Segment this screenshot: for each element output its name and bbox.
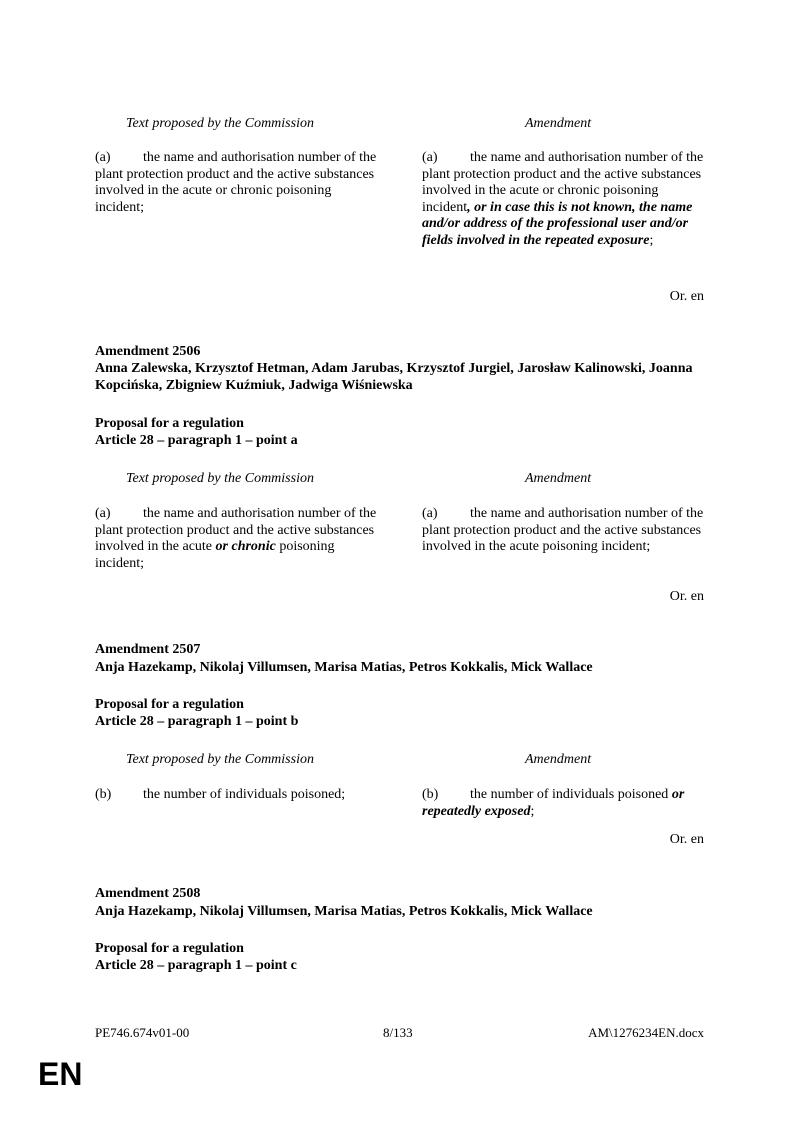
file-name: AM\1276234EN.docx bbox=[588, 1025, 704, 1040]
page-number: 8/133 bbox=[383, 1025, 413, 1040]
point-label: (a) bbox=[95, 506, 111, 521]
point-label: (b) bbox=[95, 787, 112, 802]
proposal-type: Proposal for a regulation bbox=[95, 697, 244, 712]
amendment-authors: Anna Zalewska, Krzysztof Hetman, Adam Jarubas, Krzysztof Jurgiel, Jarosław Kalinowski, Joanna Kopcińska, Zbigniew Kuźmiuk, Jadwiga Wiśniewska bbox=[95, 361, 693, 393]
amendment-authors: Anja Hazekamp, Nikolaj Villumsen, Marisa Matias, Petros Kokkalis, Mick Wallace bbox=[95, 904, 593, 919]
commission-text-2506 bbox=[95, 506, 380, 572]
commission-text-deleted: or chronic bbox=[215, 539, 276, 554]
point-label: (a) bbox=[422, 150, 438, 165]
header-amendment: Amendment bbox=[525, 116, 592, 131]
amendment-number: Amendment 2506 bbox=[95, 344, 201, 359]
header-commission: Text proposed by the Commission bbox=[126, 471, 314, 486]
amendment-text-plain: the name and authorisation number of the plant protection product and the active substances involved in the acute or chronic poisoning incident bbox=[422, 150, 704, 215]
proposal-type: Proposal for a regulation bbox=[95, 416, 244, 431]
amendment-text-block1 bbox=[422, 150, 707, 249]
document-reference: PE746.674v01-00 bbox=[95, 1025, 190, 1040]
article-reference: Article 28 – paragraph 1 – point a bbox=[95, 433, 298, 448]
commission-text: the name and authorisation number of the plant protection product and the active substances involved in the acute or chronic poisoning incident; bbox=[95, 150, 377, 215]
language-code: EN bbox=[38, 1056, 83, 1092]
commission-text-block1 bbox=[95, 150, 380, 216]
amendment-text-added: or repeatedly exposed bbox=[422, 787, 685, 819]
commission-text-2507 bbox=[95, 787, 380, 804]
point-label: (a) bbox=[422, 506, 438, 521]
header-commission: Text proposed by the Commission bbox=[126, 116, 314, 131]
original-language: Or. en bbox=[669, 832, 704, 847]
proposal-type: Proposal for a regulation bbox=[95, 941, 244, 956]
header-commission: Text proposed by the Commission bbox=[126, 752, 314, 767]
header-amendment: Amendment bbox=[525, 752, 592, 767]
amendment-number: Amendment 2508 bbox=[95, 886, 201, 901]
amendment-text-plain: the number of individuals poisoned bbox=[470, 787, 672, 802]
amendment-text: the name and authorisation number of the plant protection product and the active substances involved in the acute poisoning incident; bbox=[422, 506, 704, 554]
article-reference: Article 28 – paragraph 1 – point c bbox=[95, 958, 297, 973]
amendment-text-2506 bbox=[422, 506, 707, 556]
original-language: Or. en bbox=[669, 589, 704, 604]
commission-text-plain: the name and authorisation number of the plant protection product and the active substances involved in the acute bbox=[95, 506, 377, 554]
article-reference: Article 28 – paragraph 1 – point b bbox=[95, 714, 299, 729]
amendment-authors: Anja Hazekamp, Nikolaj Villumsen, Marisa Matias, Petros Kokkalis, Mick Wallace bbox=[95, 660, 593, 675]
commission-text: the number of individuals poisoned; bbox=[143, 787, 346, 802]
amendment-text-added: , or in case this is not known, the name and/or address of the professional user and/or fields involved in the repeated exposure bbox=[422, 199, 693, 248]
header-amendment: Amendment bbox=[525, 471, 592, 486]
point-label: (a) bbox=[95, 150, 111, 165]
amendment-text-end: ; bbox=[649, 232, 654, 248]
amendment-text-end: ; bbox=[530, 803, 535, 819]
point-label: (b) bbox=[422, 787, 439, 802]
amendment-text-2507 bbox=[422, 787, 707, 820]
original-language: Or. en bbox=[669, 289, 704, 304]
amendment-number: Amendment 2507 bbox=[95, 642, 201, 657]
commission-text-end: poisoning incident; bbox=[95, 539, 335, 571]
